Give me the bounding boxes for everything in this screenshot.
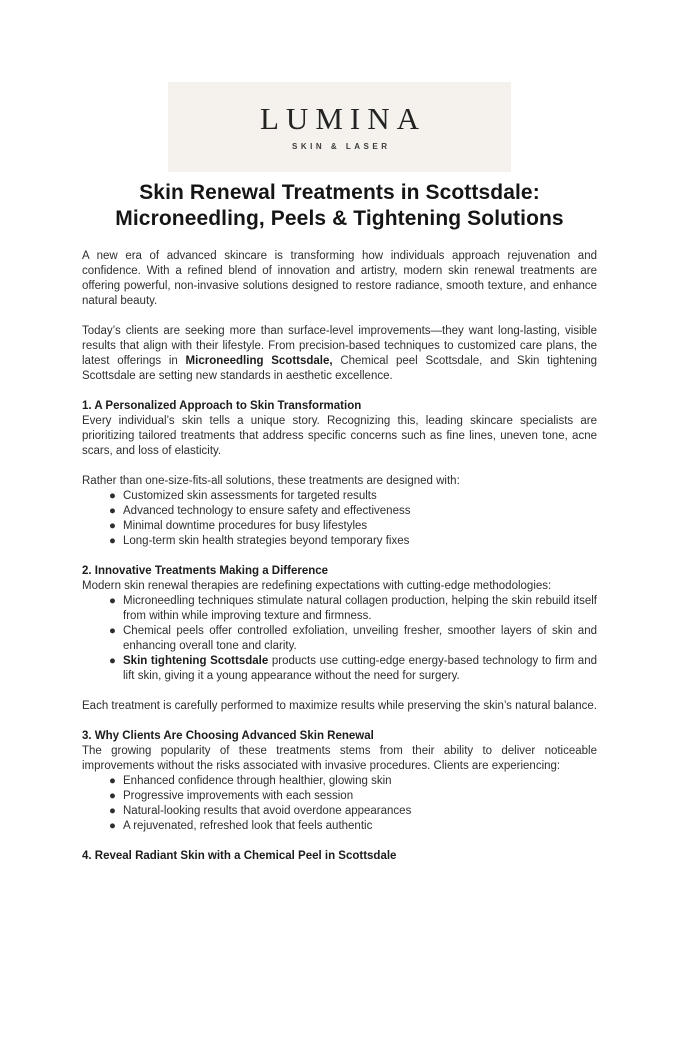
section-1-list-intro: Rather than one-size-fits-all solutions, these treatments are designed with: (82, 475, 460, 487)
list-item-text: Progressive improvements with each session (123, 790, 354, 802)
bullet-icon: ● (109, 595, 116, 607)
section-2-closing: Each treatment is carefully performed to maximize results while preserving the skin’s natural balance. (82, 700, 597, 712)
section-3-body: The growing popularity of these treatments stems from their ability to deliver noticeable improvements without the risks associated with invasive procedures. Clients are experiencing: (82, 745, 597, 772)
document-page (0, 82, 679, 1042)
section-1-body: Every individual’s skin tells a unique story. Recognizing this, leading skincare specialists are prioritizing tailored treatments that address specific concerns such as fine lines, uneven tone, acne scars, and loss of elasticity. (82, 415, 597, 457)
list-item-text: Enhanced confidence through healthier, glowing skin (123, 775, 392, 787)
list-item (82, 774, 597, 789)
brand-tagline: SKIN & LASER (292, 142, 391, 151)
brand-logo (168, 82, 511, 172)
list-item (82, 654, 597, 684)
section-3-bullet-list (82, 774, 597, 834)
section-3-heading: 3. Why Clients Are Choosing Advanced Skin Renewal (82, 730, 374, 742)
bullet-icon: ● (109, 520, 116, 532)
bullet-icon: ● (109, 625, 116, 637)
list-item-text: A rejuvenated, refreshed look that feels authentic (123, 820, 373, 832)
intro-paragraph-1: A new era of advanced skincare is transforming how individuals approach rejuvenation and confidence. With a refined blend of innovation and artistry, modern skin renewal treatments are offering powerful, non-invasive solutions designed to restore radiance, smooth texture, and enhance natural beauty. (82, 250, 597, 307)
list-item (82, 504, 597, 519)
document-body (82, 249, 597, 864)
brand-name: LUMINA (260, 101, 426, 136)
bullet-icon: ● (109, 820, 116, 832)
list-item-text: Customized skin assessments for targeted results (123, 490, 377, 502)
document-title (0, 180, 679, 232)
keyword-microneedling-scottsdale: Microneedling Scottsdale, (185, 355, 333, 367)
keyword-skin-tightening-scottsdale: Skin tightening Scottsdale (123, 655, 269, 667)
list-item-text: Long-term skin health strategies beyond temporary fixes (123, 535, 410, 547)
section-1-bullet-list (82, 489, 597, 549)
bullet-icon: ● (109, 775, 116, 787)
bullet-icon: ● (109, 535, 116, 547)
list-item-text: products use cutting-edge energy-based technology to firm and lift skin, giving it a young appearance without the need for surgery. (123, 655, 597, 682)
bullet-icon: ● (109, 490, 116, 502)
list-item (82, 534, 597, 549)
list-item-text: Microneedling techniques stimulate natural collagen production, helping the skin rebuild itself from within while improving texture and firmness. (123, 595, 597, 622)
title-line-2: Microneedling, Peels & Tightening Solutions (115, 207, 564, 230)
list-item (82, 624, 597, 654)
section-2-bullet-list (82, 594, 597, 684)
section-1-heading: 1. A Personalized Approach to Skin Transformation (82, 400, 362, 412)
list-item-text: Chemical peels offer controlled exfoliation, unveiling fresher, smoother layers of skin and enhancing overall tone and clarity. (123, 625, 597, 652)
list-item (82, 489, 597, 504)
list-item-text: Advanced technology to ensure safety and effectiveness (123, 505, 411, 517)
intro-paragraph-2-text-cont: Chemical peel Scottsdale, and Skin tightening Scottsdale are setting new standards in aesthetic excellence. (82, 355, 597, 382)
section-4-heading: 4. Reveal Radiant Skin with a Chemical Peel in Scottsdale (82, 850, 397, 862)
intro-paragraph-2 (82, 324, 597, 384)
bullet-icon: ● (109, 790, 116, 802)
list-item (82, 594, 597, 624)
list-item-text: Natural-looking results that avoid overdone appearances (123, 805, 412, 817)
title-line-1: Skin Renewal Treatments in Scottsdale: (139, 181, 540, 204)
list-item (82, 819, 597, 834)
bullet-icon: ● (109, 505, 116, 517)
list-item-text: Minimal downtime procedures for busy lifestyles (123, 520, 368, 532)
list-item (82, 789, 597, 804)
bullet-icon: ● (109, 805, 116, 817)
list-item (82, 804, 597, 819)
section-2-heading: 2. Innovative Treatments Making a Difference (82, 565, 329, 577)
intro-paragraph-2-text: Today’s clients are seeking more than surface-level improvements—they want long-lasting, visible results that align with their lifestyle. From precision-based techniques to customized care plans, the latest offerings in (82, 325, 597, 367)
section-2-list-intro: Modern skin renewal therapies are redefining expectations with cutting-edge methodologies: (82, 580, 552, 592)
list-item (82, 519, 597, 534)
bullet-icon: ● (109, 655, 116, 667)
